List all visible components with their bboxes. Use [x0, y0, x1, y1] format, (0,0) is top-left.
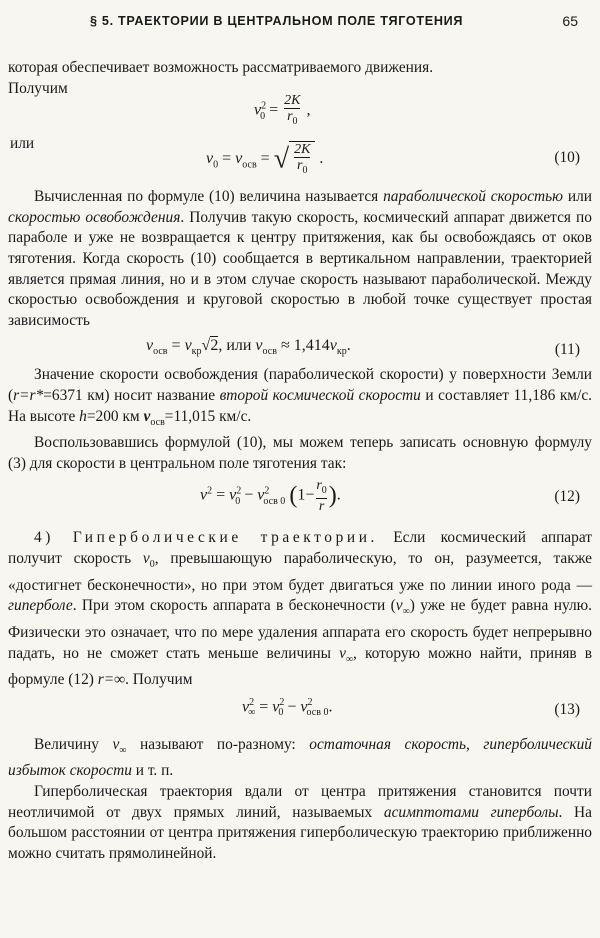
paragraph-residual: Величину $v_\infty$ называют по-разному: остаточная скорость, гиперболический избыток скорости и т. п. — [8, 735, 592, 780]
equation-number: (13) — [554, 700, 580, 718]
equation-number: (10) — [554, 149, 580, 167]
body-text — [8, 58, 592, 864]
or-word: или — [10, 135, 35, 153]
paragraph-parabolic: Вычисленная по формуле (10) величина называется параболической скоростью или скоростью освобождения. Получив такую скорость, космический аппарат движется по параболе и уже не возвращается к центру притяжения, как бы освобождаясь от оков тяготения. Когда скорость (10) сообщается в вертикальном направлении, траекторией является прямая линия, но и в этом случае скорость называют параболической. Между скоростью освобождения и круговой скоростью в любой точке существует простая зависимость — [8, 188, 592, 329]
equation-v0-squared: $v^2_0$ = $\frac{2K}{r_0}$ , — [254, 93, 311, 127]
paragraph-asymptotes: Гиперболическая траектория вдали от центра притяжения становится почти неотличимой от двух прямых линий, называемых асимптотами гиперболы. На большом расстоянии от центра притяжения гиперболическую траекторию приближенно можно считать прямолинейной. — [8, 783, 592, 862]
equation-12: $v^2 = v^2_0 - v^2_{осв 0}$ (1− $\frac{r_0}{r}$ ). (12) — [200, 478, 580, 515]
header-title: § 5. ТРАЕКТОРИИ В ЦЕНТРАЛЬНОМ ПОЛЕ ТЯГОТЕНИЯ — [90, 14, 464, 28]
equation-number: (11) — [554, 341, 580, 359]
equation-10: или $v_0 = v_{осв}$ = √ $\frac{2K}{r_0}$ . (10) — [10, 135, 580, 176]
page-number: 65 — [562, 13, 578, 29]
running-header — [0, 14, 600, 36]
section-heading: 4) Гиперболические траектории. — [34, 529, 378, 547]
equation-11: $v_{осв} = v_{кр}√2$, или $v_{осв} \approx 1,414v_{кр}$. (11) — [146, 337, 580, 359]
paragraph-rewrite: Воспользовавшись формулой (10), мы можем теперь записать основную формулу (3) для скорости в центральном поле тяготения так: — [8, 434, 592, 472]
paragraph-continuation: которая обеспечивает возможность рассматриваемого движения. Получим — [8, 59, 434, 97]
equation-number: (12) — [554, 488, 580, 506]
paragraph-hyperbolic: 4) Гиперболические траектории. Если космический аппарат получит скорость $v_0$, превышающую параболическую, то он, разумеется, также «достигнет бесконечности», но при этом будет двигаться уже по линии иного рода — гиперболе. При этом скорость аппарата в бесконечности $(v_\infty)$ уже не будет равна нулю. Физически это означает, что по мере удаления аппарата его скорость будет непрерывно падать, но не сможет стать меньше величины $v_\infty$, которую можно найти, приняв в формуле (12) r=∞. Получим — [8, 529, 593, 689]
paragraph-escape-velocity: Значение скорости освобождения (параболической скорости) у поверхности Земли (r=r*=6371 км) носит название второй космической скорости и составляет 11,186 км/с. На высоте h=200 км $v_{осв}=11,015$ км/с. — [8, 366, 593, 428]
equation-13: $v^2_\infty = v^2_0 - v^2_{осв 0}$. (13) — [242, 696, 580, 719]
